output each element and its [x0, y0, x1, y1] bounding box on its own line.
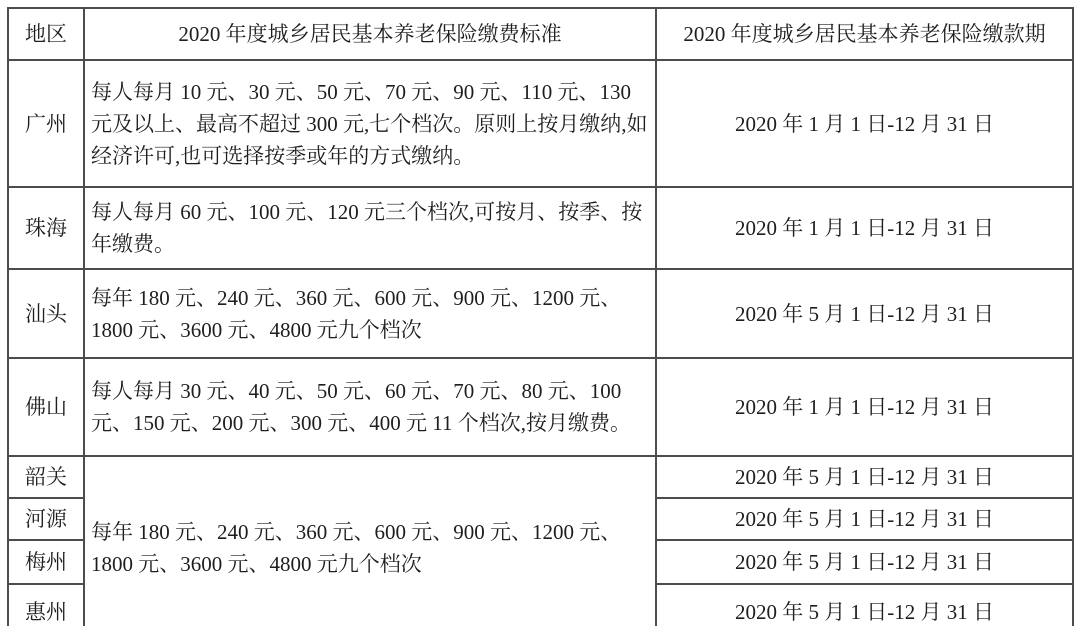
- region-cell: 汕头: [8, 269, 84, 358]
- region-cell: 梅州: [8, 540, 84, 584]
- table-row-foshan: [8, 358, 1073, 456]
- period-cell: 2020 年 5 月 1 日-12 月 31 日: [656, 456, 1073, 498]
- region-cell: 韶关: [8, 456, 84, 498]
- table-row-shantou: [8, 269, 1073, 358]
- table-row-guangzhou: [8, 60, 1073, 187]
- period-cell: 2020 年 5 月 1 日-12 月 31 日: [656, 584, 1073, 626]
- standard-cell: 每人每月 30 元、40 元、50 元、60 元、70 元、80 元、100 元、150 元、200 元、300 元、400 元 11 个档次,按月缴费。: [84, 358, 656, 456]
- table-row-shaoguan: [8, 456, 1073, 498]
- header-payment-standard: 2020 年度城乡居民基本养老保险缴费标准: [84, 8, 656, 60]
- shared-standard-cell: 每年 180 元、240 元、360 元、600 元、900 元、1200 元、1800 元、3600 元、4800 元九个档次: [84, 456, 656, 626]
- period-cell: 2020 年 5 月 1 日-12 月 31 日: [656, 269, 1073, 358]
- period-cell: 2020 年 5 月 1 日-12 月 31 日: [656, 498, 1073, 540]
- standard-cell: 每人每月 60 元、100 元、120 元三个档次,可按月、按季、按年缴费。: [84, 187, 656, 269]
- standard-cell: 每人每月 10 元、30 元、50 元、70 元、90 元、110 元、130 元及以上、最高不超过 300 元,七个档次。原则上按月缴纳,如经济许可,也可选择按季或年的方式缴纳。: [84, 60, 656, 187]
- period-cell: 2020 年 5 月 1 日-12 月 31 日: [656, 540, 1073, 584]
- period-cell: 2020 年 1 月 1 日-12 月 31 日: [656, 60, 1073, 187]
- standard-cell: 每年 180 元、240 元、360 元、600 元、900 元、1200 元、1800 元、3600 元、4800 元九个档次: [84, 269, 656, 358]
- region-cell: 河源: [8, 498, 84, 540]
- header-payment-period: 2020 年度城乡居民基本养老保险缴款期: [656, 8, 1073, 60]
- table-row-zhuhai: [8, 187, 1073, 269]
- region-cell: 惠州: [8, 584, 84, 626]
- table-header-row: [8, 8, 1073, 60]
- region-cell: 佛山: [8, 358, 84, 456]
- period-cell: 2020 年 1 月 1 日-12 月 31 日: [656, 358, 1073, 456]
- region-cell: 珠海: [8, 187, 84, 269]
- period-cell: 2020 年 1 月 1 日-12 月 31 日: [656, 187, 1073, 269]
- pension-insurance-table: [7, 7, 1074, 626]
- region-cell: 广州: [8, 60, 84, 187]
- header-region: 地区: [8, 8, 84, 60]
